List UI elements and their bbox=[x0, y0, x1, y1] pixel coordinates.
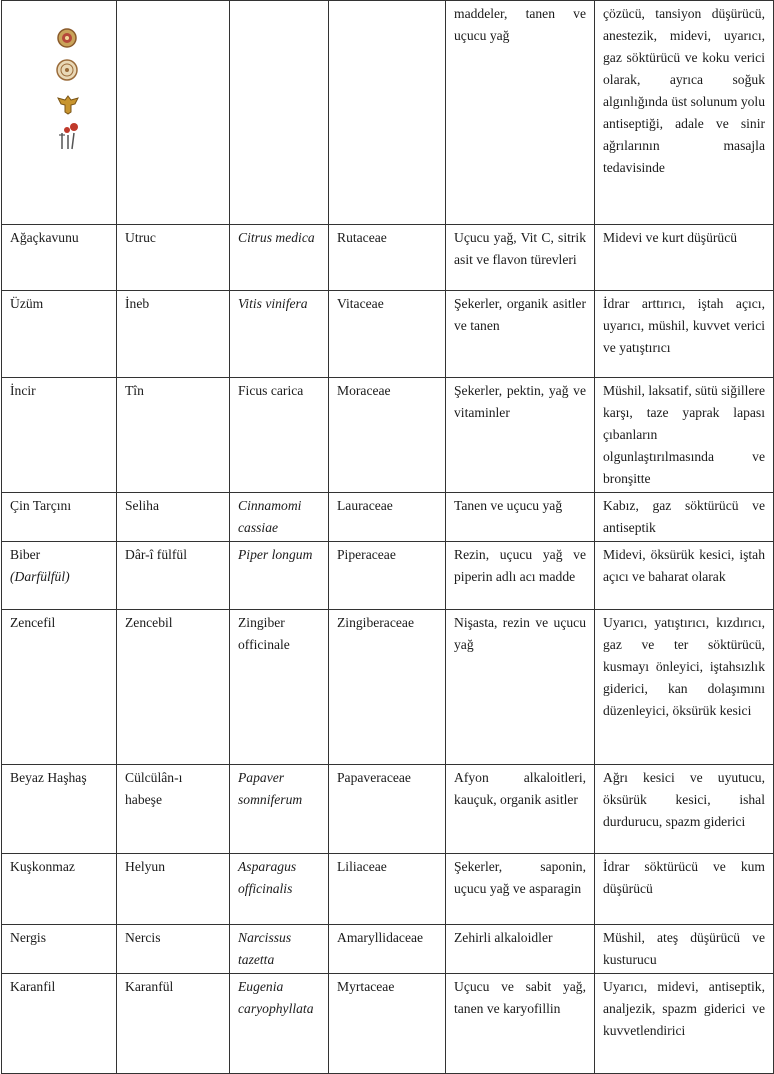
old-name-cell: Dâr-î fülfül bbox=[117, 542, 230, 610]
uses-cell: İdrar arttırıcı, iştah açıcı, uyarıcı, müshil, kuvvet verici ve yatıştırıcı bbox=[595, 291, 774, 378]
scientific-name-cell: Asparagus officinalis bbox=[230, 854, 329, 925]
family-cell: Liliaceae bbox=[329, 854, 446, 925]
family-cell: Zingiberaceae bbox=[329, 610, 446, 765]
family-cell: Amaryllidaceae bbox=[329, 925, 446, 974]
uses-cell: Midevi ve kurt düşürücü bbox=[595, 225, 774, 291]
scientific-name-cell: Zingiber officinale bbox=[230, 610, 329, 765]
old-name-cell: Helyun bbox=[117, 854, 230, 925]
scientific-name-cell bbox=[230, 1, 329, 225]
compounds-cell: Şekerler, pektin, yağ ve vitaminler bbox=[446, 378, 595, 493]
scientific-name-cell: Citrus medica bbox=[230, 225, 329, 291]
table-row bbox=[2, 291, 774, 378]
family-cell: Papaveraceae bbox=[329, 765, 446, 854]
old-name-cell: Seliha bbox=[117, 493, 230, 542]
family-cell: Lauraceae bbox=[329, 493, 446, 542]
family-cell: Myrtaceae bbox=[329, 974, 446, 1074]
compounds-cell: Zehirli alkaloidler bbox=[446, 925, 595, 974]
plant-name-cell: Nergis bbox=[2, 925, 117, 974]
family-cell: Piperaceae bbox=[329, 542, 446, 610]
compounds-cell: Şekerler, organik asitler ve tanen bbox=[446, 291, 595, 378]
compounds-cell: Rezin, uçucu yağ ve piperin adlı acı madde bbox=[446, 542, 595, 610]
double-eagle-icon bbox=[56, 93, 78, 115]
uses-cell: Müshil, laksatif, sütü siğillere karşı, taze yaprak lapası çıbanların olgunlaştırılmasında ve bronşitte bbox=[595, 378, 774, 493]
plant-name-cell: Beyaz Haşhaş bbox=[2, 765, 117, 854]
plant-name-cell: Zencefil bbox=[2, 610, 117, 765]
medicinal-plants-table bbox=[1, 0, 774, 1074]
plant-alt-name: (Darfülfül) bbox=[10, 569, 70, 584]
compounds-cell: Tanen ve uçucu yağ bbox=[446, 493, 595, 542]
table-row bbox=[2, 225, 774, 291]
compounds-cell: Nişasta, rezin ve uçucu yağ bbox=[446, 610, 595, 765]
old-name-cell: Utruc bbox=[117, 225, 230, 291]
uses-cell: Kabız, gaz söktürücü ve antiseptik bbox=[595, 493, 774, 542]
scientific-name-cell: Papaver somniferum bbox=[230, 765, 329, 854]
old-name-cell: Cülcülân-ı habeşe bbox=[117, 765, 230, 854]
logo-cell bbox=[2, 1, 117, 225]
old-name-cell: Zencebil bbox=[117, 610, 230, 765]
compounds-cell: maddeler, tanen ve uçucu yağ bbox=[446, 1, 595, 225]
scientific-name-cell: Ficus carica bbox=[230, 378, 329, 493]
plant-name-cell bbox=[2, 542, 117, 610]
uses-cell: Midevi, öksürük kesici, iştah açıcı ve baharat olarak bbox=[595, 542, 774, 610]
table-row bbox=[2, 493, 774, 542]
table-row bbox=[2, 765, 774, 854]
table-row bbox=[2, 610, 774, 765]
table-row bbox=[2, 378, 774, 493]
family-cell: Vitaceae bbox=[329, 291, 446, 378]
ottoman-emblem-icon bbox=[56, 27, 78, 49]
seal-icon bbox=[56, 58, 78, 80]
table-row bbox=[2, 925, 774, 974]
plant-name-cell: İncir bbox=[2, 378, 117, 493]
medicine-tools-icon bbox=[54, 121, 76, 143]
uses-cell: Müshil, ateş düşürücü ve kusturucu bbox=[595, 925, 774, 974]
table-row bbox=[2, 974, 774, 1074]
scientific-name-cell: Eugenia caryophyllata bbox=[230, 974, 329, 1074]
old-name-cell: Nercis bbox=[117, 925, 230, 974]
scientific-name-cell: Narcissus tazetta bbox=[230, 925, 329, 974]
scientific-name-cell: Vitis vinifera bbox=[230, 291, 329, 378]
plant-name-cell: Üzüm bbox=[2, 291, 117, 378]
plant-name-cell: Karanfil bbox=[2, 974, 117, 1074]
table-row bbox=[2, 854, 774, 925]
compounds-cell: Şekerler, saponin, uçucu yağ ve asparagin bbox=[446, 854, 595, 925]
uses-cell: Ağrı kesici ve uyutucu, öksürük kesici, ishal durdurucu, spazm giderici bbox=[595, 765, 774, 854]
uses-cell: Uyarıcı, yatıştırıcı, kızdırıcı, gaz ve ter söktürücü, kusmayı önleyici, iştahsızlık giderici, kan dolaşımını düzenleyici, öksürük kesici bbox=[595, 610, 774, 765]
compounds-cell: Uçucu ve sabit yağ, tanen ve karyofillin bbox=[446, 974, 595, 1074]
scientific-name-cell: Cinnamomi cassiae bbox=[230, 493, 329, 542]
plant-name-cell: Ağaçkavunu bbox=[2, 225, 117, 291]
scientific-name-cell: Piper longum bbox=[230, 542, 329, 610]
table-row bbox=[2, 542, 774, 610]
old-name-cell: İneb bbox=[117, 291, 230, 378]
compounds-cell: Afyon alkaloitleri, kauçuk, organik asitler bbox=[446, 765, 595, 854]
old-name-cell: Karanfül bbox=[117, 974, 230, 1074]
old-name-cell: Tîn bbox=[117, 378, 230, 493]
table-row-continued bbox=[2, 1, 774, 225]
uses-cell: çözücü, tansiyon düşürücü, anestezik, midevi, uyarıcı, gaz söktürücü ve koku verici olarak, ayrıca soğuk algınlığında üst solunum yolu antiseptiği, adale ve sinir ağrılarının masajla tedavisinde bbox=[595, 1, 774, 225]
family-cell bbox=[329, 1, 446, 225]
family-cell: Moraceae bbox=[329, 378, 446, 493]
plant-name: Biber bbox=[10, 547, 41, 562]
plant-name-cell: Kuşkonmaz bbox=[2, 854, 117, 925]
uses-cell: İdrar söktürücü ve kum düşürücü bbox=[595, 854, 774, 925]
uses-cell: Uyarıcı, midevi, antiseptik, analjezik, spazm giderici ve kuvvetlendirici bbox=[595, 974, 774, 1074]
old-name-cell bbox=[117, 1, 230, 225]
plant-name-cell: Çin Tarçını bbox=[2, 493, 117, 542]
family-cell: Rutaceae bbox=[329, 225, 446, 291]
compounds-cell: Uçucu yağ, Vit C, sitrik asit ve flavon türevleri bbox=[446, 225, 595, 291]
